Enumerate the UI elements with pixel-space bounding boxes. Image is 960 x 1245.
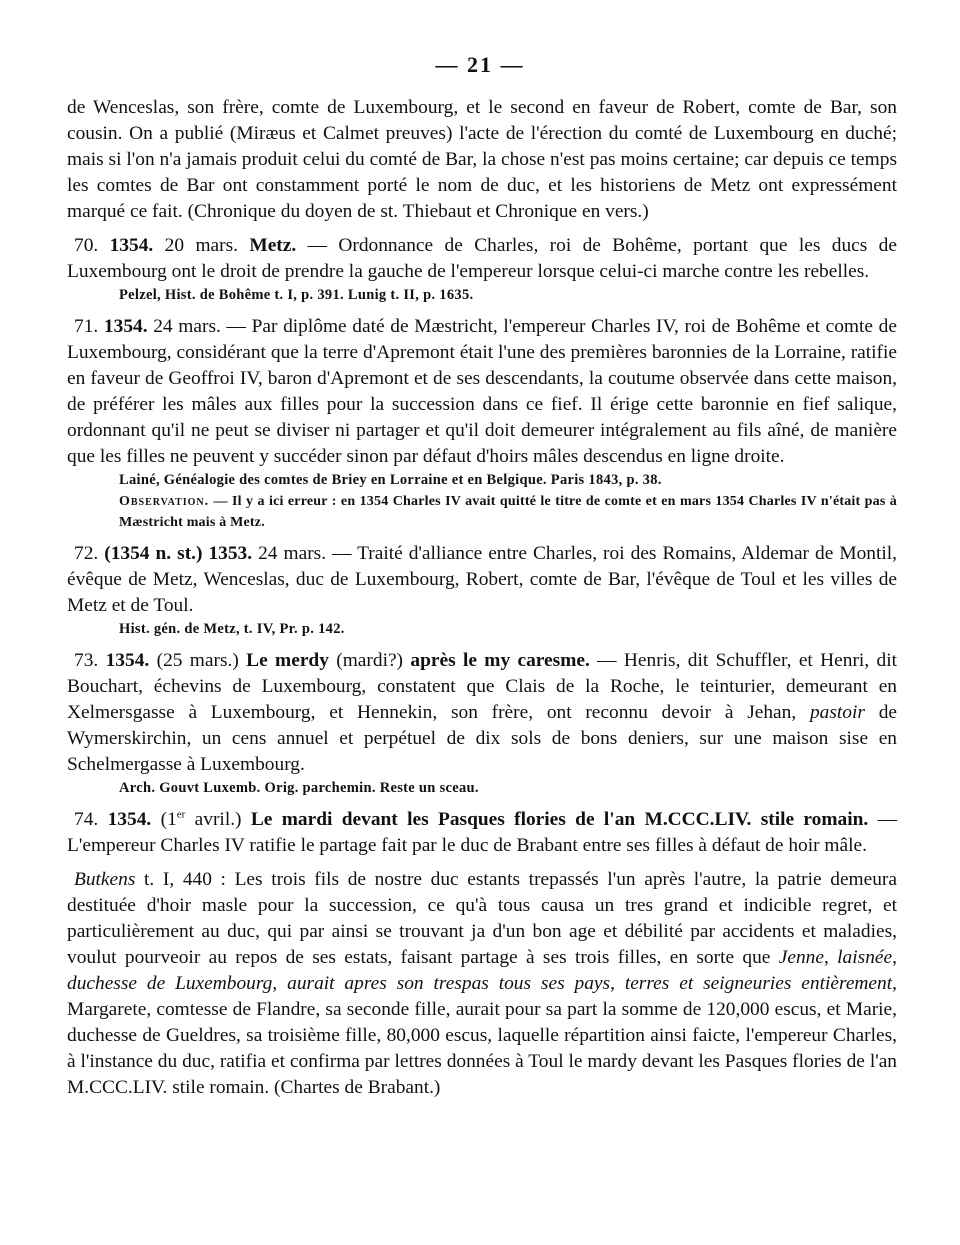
quote-italic: terres et seigneuries entièrement: [624, 973, 893, 994]
quote-reference: t. I, 440 :: [144, 869, 226, 890]
quote-italic: aurait apres son trespas tous ses pays: [287, 973, 611, 994]
entry-72-source: Hist. gén. de Metz, t. IV, Pr. p. 142.: [119, 621, 345, 637]
entry-year: 1354.: [103, 316, 148, 337]
entry-date: 24 mars.: [153, 316, 221, 337]
entry-number: 74.: [74, 809, 99, 830]
page-number: — 21 —: [435, 52, 525, 77]
entry-72: [67, 541, 897, 619]
entry-text: — L'empereur Charles IV ratifie le partage fait par le duc de Brabant entre ses filles à défaut de hoir mâle.: [67, 809, 897, 856]
quote-text: Les trois fils de nostre duc estants trepassés l'un après l'autre, la patrie demeura destituée d'hoir masle pour la succession, ce qu'à tous causa un tres grand et indicible regret, et particulièrement au duc, qui par ainsi se trouvant ja d'un bon age et débilité par accidents et maladies, voulut pourveoir au repos de ses estats, faisant partage à ses trois filles, en sorte que: [67, 869, 897, 968]
entry-phrase: Le mardi devant les Pasques flories de l'an M.CCC.LIV. stile romain.: [250, 809, 869, 830]
entry-number: 72.: [74, 543, 99, 564]
quote-text: , Margarete, comtesse de Flandre, sa seconde fille, aurait pour sa part la somme de 120,000 escus, et Marie, duchesse de Gueldres, sa troisième fille, 80,000 escus, laquelle répartition ainsi faicte, l'empereur Charles, à l'instance du duc, ratifia et confirma par lettres données à Toul le mardy devant les Pasques flories de l'an M.CCC.LIV. stile romain. (Chartes de Brabant.): [67, 973, 897, 1098]
observation-text: — Il y a ici erreur : en 1354 Charles IV avait quitté le titre de comte et en mars 1354 Charles IV n'était pas à Mæstricht mais à Metz.: [119, 494, 898, 530]
entry-71: [67, 314, 897, 470]
entry-phrase: après le my caresme.: [410, 650, 590, 671]
page-body: [67, 95, 897, 1101]
entry-text: de Wymerskirchin, un cens annuel et perpétuel de dix sols de bons deniers, sur une maison sise en Schelmergasse à Luxembourg.: [67, 702, 897, 775]
quote-italic: laisnée: [837, 947, 893, 968]
entry-year: 1354.: [107, 809, 152, 830]
entry-text: — Par diplôme daté de Mæstricht, l'empereur Charles IV, roi de Bohême et comte de Luxembourg, considérant que la terre d'Apremont était l'une des premières baronnies de la Lorraine, ratifie en faveur de Geoffroi IV, baron d'Apremont et de ses descendants, la coutume observée dans cette maison, de préférer les mâles aux filles pour la succession dans ce fief. Il érige cette baronnie en fief salique, ordonnant qu'il ne peut se diviser ni partager et qu'il doit demeurer intégralement au fils aîné, de manière que les filles ne peuvent y succéder sinon par défaut d'hoirs mâles descendus en ligne droite.: [67, 316, 897, 467]
entry-year: 1354.: [109, 235, 154, 256]
entry-date: 24 mars.: [258, 543, 327, 564]
intro-paragraph: de Wenceslas, son frère, comte de Luxembourg, et le second en faveur de Robert, comte de Bar, son cousin. On a publié (Miræus et Calmet preuves) l'acte de l'érection du comté de Luxembourg en duché; mais si l'on n'a jamais produit celui du comté de Bar, la chose n'est pas moins certaine; car depuis ce temps les comtes de Bar ont constamment porté le nom de duc, et les historiens de Metz ont expressément marqué ce fait. (Chronique du doyen de st. Thiebaut et Chronique en vers.): [67, 97, 897, 222]
entry-number: 70.: [74, 235, 99, 256]
butkens-quotation: Butkens t. I, 440 : Les trois fils de nostre duc estants trepassés l'un après l'autre, la patrie demeura destituée d'hoir masle pour la succession, ce qu'à tous causa un tres grand et indicible regret, et particulièrement au duc, qui par ainsi se trouvant ja d'un bon age et débilité par accidents et maladies, voulut pourveoir au repos de ses estats, faisant partage à ses trois filles, en sorte que Jenne, laisnée, duchesse de Luxembourg, aurait apres son trespas tous ses pays, terres et seigneuries entièrement, Margarete, comtesse de Flandre, sa seconde fille, aurait pour sa part la somme de 120,000 escus, et Marie, duchesse de Gueldres, sa troisième fille, 80,000 escus, laquelle répartition ainsi faicte, l'empereur Charles, à l'instance du duc, ratifia et confirma par lettres données à Toul le mardy devant les Pasques flories de l'an M.CCC.LIV. stile romain. (Chartes de Brabant.): [67, 869, 897, 1098]
entry-phrase: Le merdy: [246, 650, 329, 671]
entry-text: — Traité d'alliance entre Charles, roi des Romains, Aldemar de Montil, évêque de Metz, Wenceslas, duc de Luxembourg, Robert, comte de Bar, l'évêque de Toul et les villes de Metz et de Toul.: [67, 543, 897, 616]
entry-71-source: Lainé, Généalogie des comtes de Briey en Lorraine et en Belgique. Paris 1843, p. 38.: [119, 472, 662, 488]
quote-author: Butkens: [74, 869, 136, 890]
entry-number: 73.: [74, 650, 99, 671]
entry-place: Metz.: [249, 235, 297, 256]
entry-date: (25 mars.): [156, 650, 239, 671]
entry-text: — Henris, dit Schuffler, et Henri, dit Bouchart, échevins de Luxembourg, constatent que Clais de la Roche, le teinturier, demeurant en Xelmersgasse à Luxembourg, et Hennekin, son frère, ont reconnu devoir à Jehan,: [67, 650, 897, 723]
entry-number: 71.: [74, 316, 99, 337]
quote-italic: Jenne: [778, 947, 824, 968]
entry-71-observation: [119, 491, 897, 533]
entry-70: [67, 233, 897, 285]
entry-date: 20 mars.: [164, 235, 238, 256]
entry-text: — Ordonnance de Charles, roi de Bohême, portant que les ducs de Luxembourg ont le droit de prendre la gauche de l'empereur lorsque celui-ci marche contre les rebelles.: [67, 235, 897, 282]
quote-italic: duchesse de Luxembourg: [67, 973, 273, 994]
entry-73-source: Arch. Gouvt Luxemb. Orig. parchemin. Reste un sceau.: [119, 780, 479, 796]
entry-year: 1354.: [105, 650, 150, 671]
entry-date: (1er avril.): [160, 808, 242, 830]
observation-label: Observation.: [119, 494, 210, 509]
entry-73: [67, 648, 897, 778]
entry-italic-word: pastoir: [809, 702, 865, 723]
entry-74: [67, 807, 897, 859]
entry-phrase-note: (mardi?): [336, 650, 404, 671]
entry-70-source: Pelzel, Hist. de Bohême t. I, p. 391. Lunig t. II, p. 1635.: [119, 287, 474, 303]
entry-year: (1354 n. st.) 1353.: [104, 543, 253, 564]
